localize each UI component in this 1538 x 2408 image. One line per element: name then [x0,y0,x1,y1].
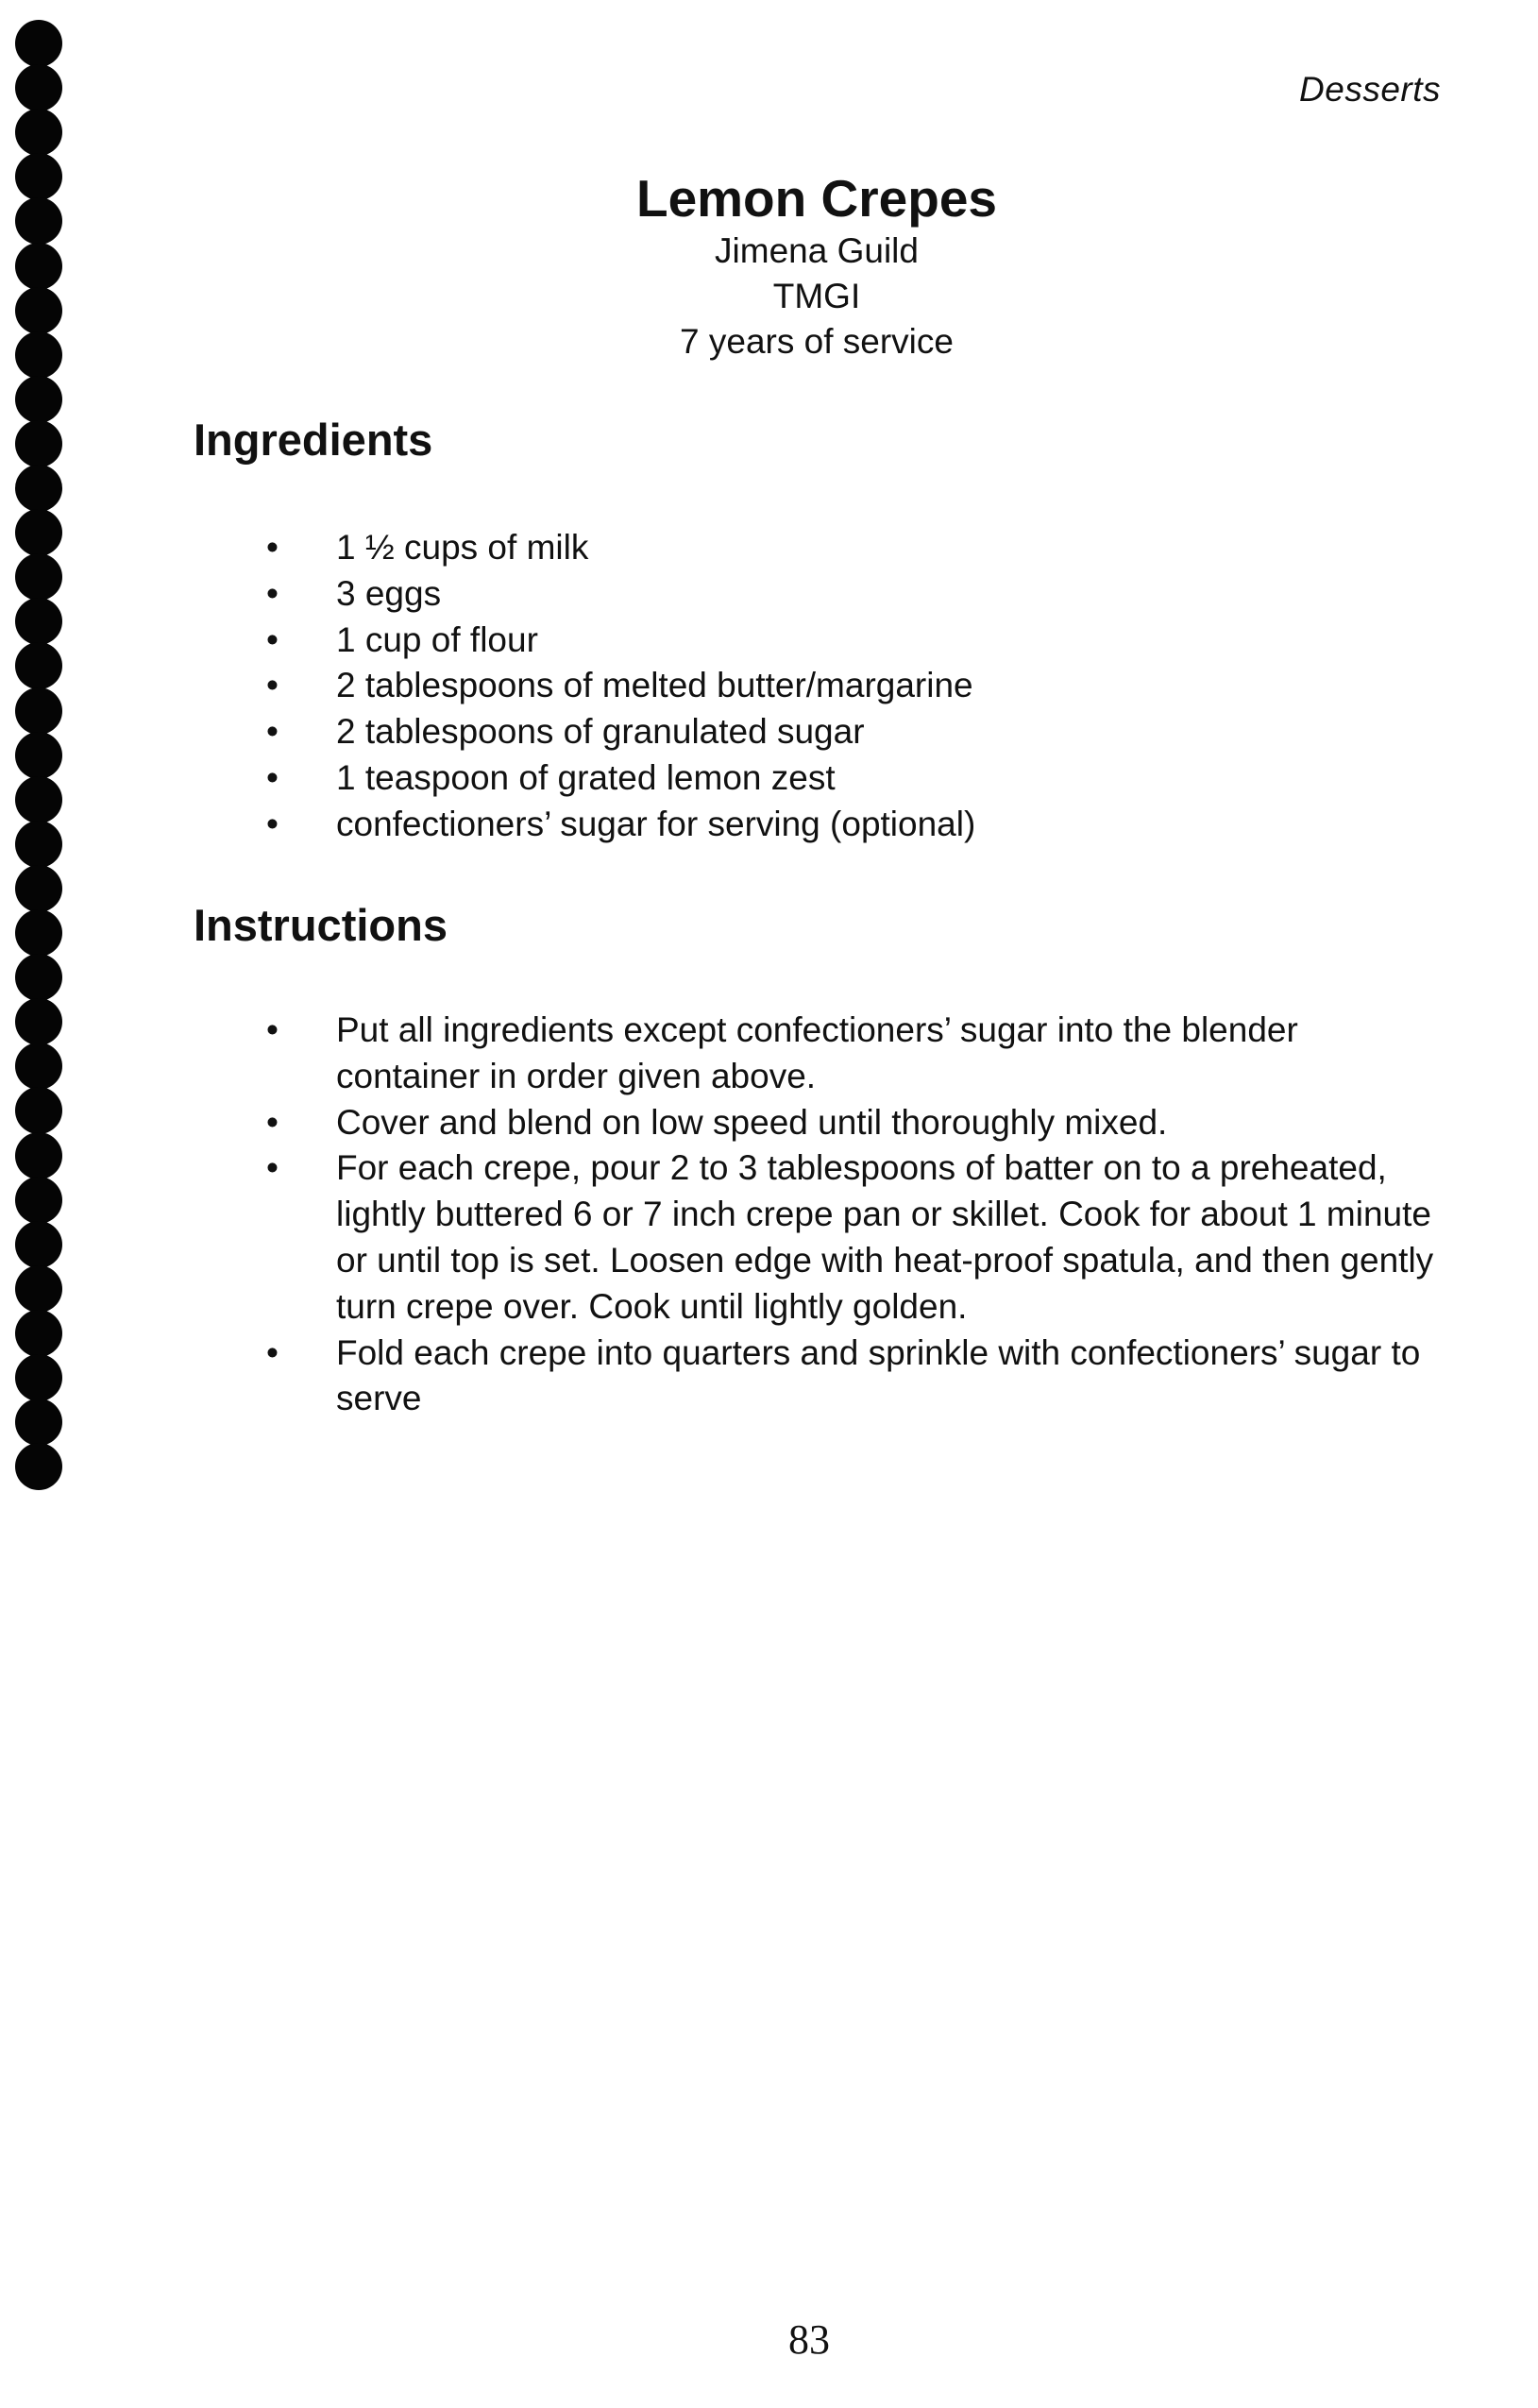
binding-hole-icon [15,909,62,957]
binding-hole-icon [15,20,62,67]
binding-hole-icon [15,376,62,423]
bullet-icon: • [266,1332,279,1372]
instructions-item-text: Fold each crepe into quarters and sprinkle with confectioners’ sugar to serve [336,1332,1421,1418]
bullet-icon: • [266,712,279,752]
recipe-organization: TMGI [772,277,861,315]
instructions-list [0,1008,1445,1422]
binding-hole-icon [15,64,62,111]
instructions-heading: Instructions [194,900,448,950]
ingredients-item [0,802,1445,848]
ingredients-item [0,755,1445,802]
recipe-service: 7 years of service [680,322,954,361]
ingredients-item [0,571,1445,618]
ingredients-heading: Ingredients [194,415,433,465]
section-label: Desserts [1299,70,1441,109]
ingredients-item-text: 2 tablespoons of melted butter/margarine [336,666,973,705]
ingredients-item-text: 1 teaspoon of grated lemon zest [336,757,836,797]
instructions-item [0,1100,1445,1146]
binding-hole-icon [15,109,62,156]
instructions-item [0,1008,1445,1100]
bullet-icon: • [266,1102,279,1142]
ingredients-item-text: 1 cup of flour [336,619,538,659]
binding-hole-icon [15,153,62,200]
bullet-icon: • [266,528,279,567]
ingredients-item-text: 3 eggs [336,573,442,613]
recipe-author: Jimena Guild [715,231,919,270]
binding-hole-icon [15,197,62,245]
instructions-item [0,1145,1445,1330]
binding-hole-icon [15,243,62,290]
instructions-item [0,1331,1445,1423]
ingredients-list [0,525,1445,848]
bullet-icon: • [266,1010,279,1049]
title-block [533,168,1100,365]
ingredients-item-text: 1 ½ cups of milk [336,528,589,567]
ingredients-item-text: 2 tablespoons of granulated sugar [336,712,865,752]
ingredients-item [0,663,1445,709]
bullet-icon: • [266,804,279,843]
instructions-item-text: Put all ingredients except confectioners’ sugar into the blender container in order given above. [336,1010,1298,1095]
binding-hole-icon [15,287,62,334]
ingredients-item [0,709,1445,755]
bullet-icon: • [266,573,279,613]
bullet-icon: • [266,619,279,659]
ingredients-item [0,618,1445,664]
bullet-icon: • [266,1148,279,1188]
bullet-icon: • [266,757,279,797]
binding-hole-icon [15,465,62,512]
binding-hole-icon [15,420,62,467]
instructions-item-text: For each crepe, pour 2 to 3 tablespoons of batter on to a preheated, lightly buttered 6 or 7 inch crepe pan or skillet. Cook for about 1 minute or until top is set. Loosen edge with heat-proof spatula, and then gently turn crepe over. Cook until lightly golden. [336,1148,1434,1326]
page-number: 83 [788,2316,830,2363]
binding-hole-icon [15,954,62,1001]
binding-hole-icon [15,1443,62,1490]
binding-hole-icon [15,865,62,912]
ingredients-item-text: confectioners’ sugar for serving (optional) [336,804,976,843]
binding-hole-icon [15,331,62,379]
instructions-item-text: Cover and blend on low speed until thoroughly mixed. [336,1102,1168,1142]
recipe-title: Lemon Crepes [635,169,998,228]
ingredients-item [0,525,1445,571]
bullet-icon: • [266,666,279,705]
